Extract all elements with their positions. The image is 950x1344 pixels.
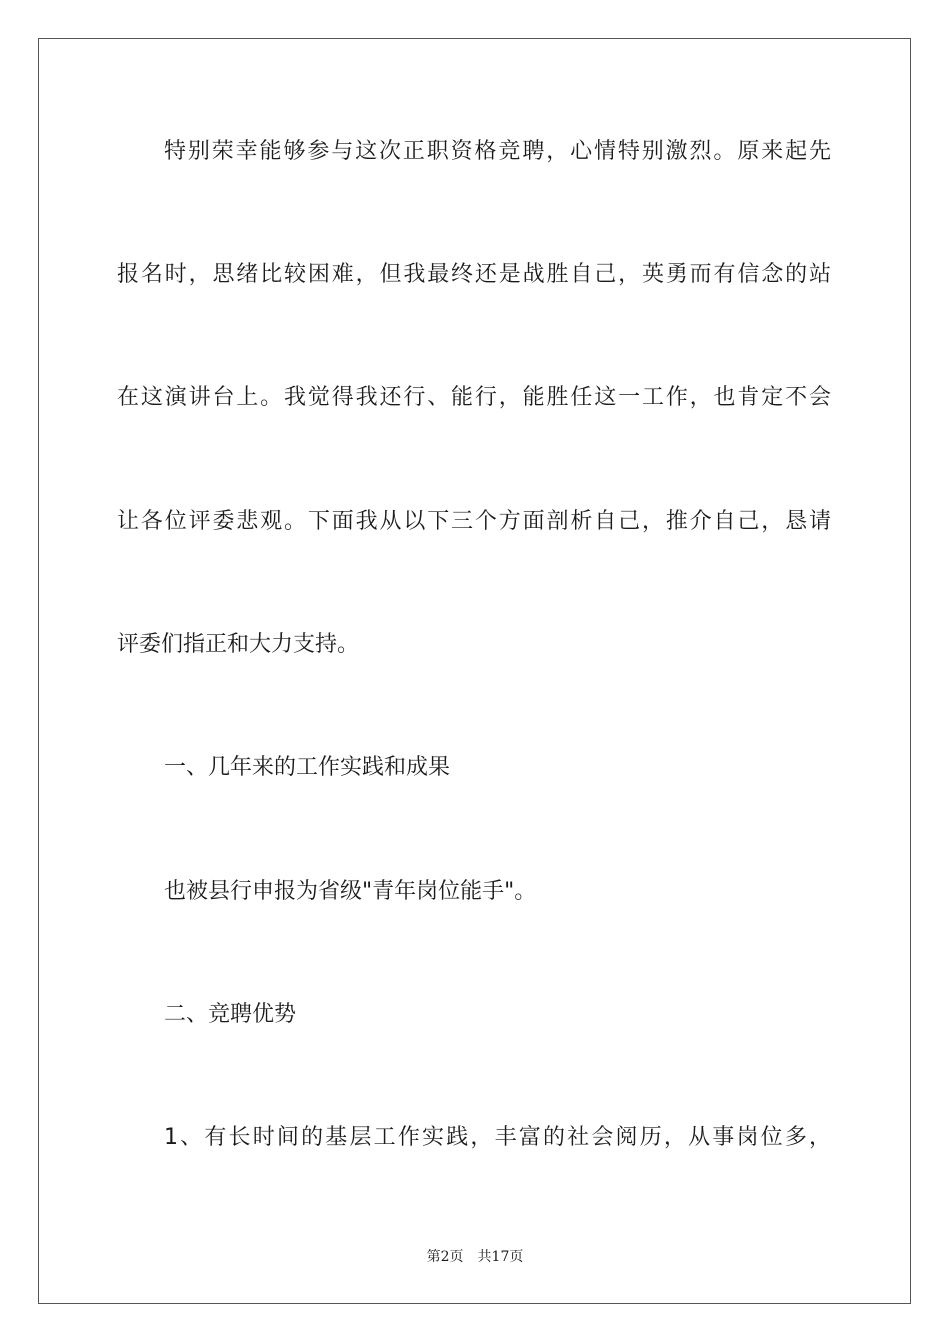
page-footer xyxy=(0,1247,950,1267)
section-heading-1: 一、几年来的工作实践和成果 xyxy=(164,755,451,780)
paragraph-1-line-2: 报名时，思绪比较困难，但我最终还是战胜自己，英勇而有信念的站 xyxy=(117,262,831,287)
paragraph-1-line-5: 评委们指正和大力支持。 xyxy=(117,632,360,657)
page-number: 第2页 xyxy=(426,1249,464,1265)
paragraph-1-line-3: 在这演讲台上。我觉得我还行、能行，能胜任这一工作，也肯定不会 xyxy=(117,385,831,410)
list-item-1: 1、有长时间的基层工作实践，丰富的社会阅历，从事岗位多， xyxy=(164,1125,831,1150)
page-total: 共17页 xyxy=(477,1249,524,1265)
paragraph-2: 也被县行申报为省级"青年岗位能手"。 xyxy=(164,879,537,904)
paragraph-1-line-1: 特别荣幸能够参与这次正职资格竞聘，心情特别激烈。原来起先 xyxy=(164,139,831,164)
paragraph-1-line-4: 让各位评委悲观。下面我从以下三个方面剖析自己，推介自己，恳请 xyxy=(117,509,831,534)
section-heading-2: 二、竞聘优势 xyxy=(164,1002,297,1027)
page-border xyxy=(38,38,911,1304)
